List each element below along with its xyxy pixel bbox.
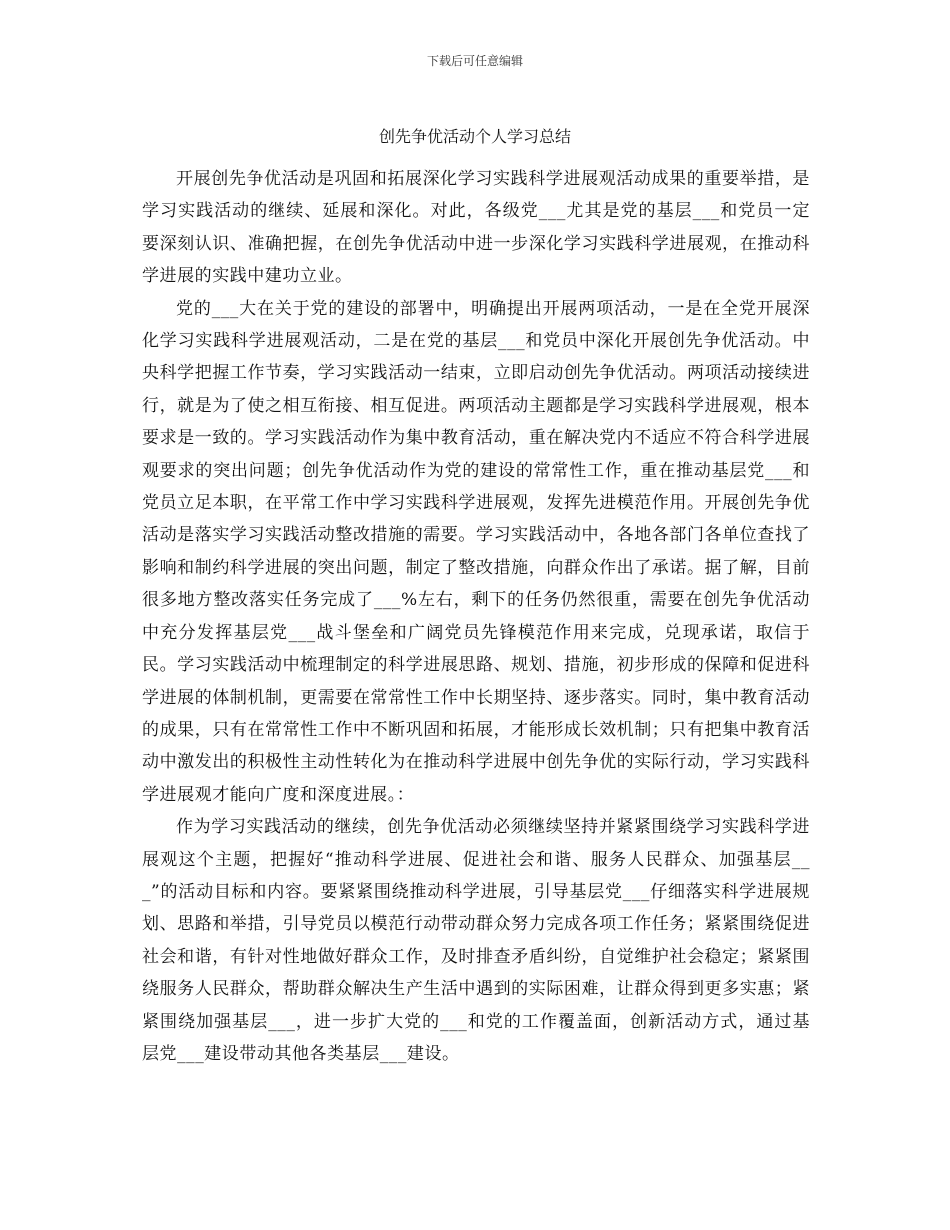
document-body <box>142 163 810 1070</box>
paragraph-1: 开展创先争优活动是巩固和拓展深化学习实践科学进展观活动成果的重要举措，是学习实践活动的继续、延展和深化。对此，各级党___尤其是党的基层___和党员一定要深刻认识、准确把握，在创先争优活动中进一步深化学习实践科学进展观，在推动科学进展的实践中建功立业。 <box>142 169 810 287</box>
paragraph-3: 作为学习实践活动的继续，创先争优活动必须继续坚持并紧紧围绕学习实践科学进展观这个主题，把握好“推动科学进展、促进社会和谐、服务人民群众、加强基层___”的活动目标和内容。要紧紧围绕推动科学进展，引导基层党___仔细落实科学进展规划、思路和举措，引导党员以模范行动带动群众努力完成各项工作任务；紧紧围绕促进社会和谐，有针对性地做好群众工作，及时排查矛盾纠纷，自觉维护社会稳定；紧紧围绕服务人民群众，帮助群众解决生产生活中遇到的实际困难，让群众得到更多实惠；紧紧围绕加强基层___，进一步扩大党的___和党的工作覆盖面，创新活动方式，通过基层党___建设带动其他各类基层___建设。 <box>142 817 810 1064</box>
paragraph-2: 党的___大在关于党的建设的部署中，明确提出开展两项活动，一是在全党开展深化学习实践科学进展观活动，二是在党的基层___和党员中深化开展创先争优活动。中央科学把握工作节奏，学习实践活动一结束，立即启动创先争优活动。两项活动接续进行，就是为了使之相互衔接、相互促进。两项活动主题都是学习实践科学进展观，根本要求是一致的。学习实践活动作为集中教育活动，重在解决党内不适应不符合科学进展观要求的突出问题；创先争优活动作为党的建设的常常性工作，重在推动基层党___和党员立足本职，在平常工作中学习实践科学进展观，发挥先进模范作用。开展创先争优活动是落实学习实践活动整改措施的需要。学习实践活动中，各地各部门各单位查找了影响和制约科学进展的突出问题，制定了整改措施，向群众作出了承诺。据了解，目前很多地方整改落实任务完成了___%左右，剩下的任务仍然很重，需要在创先争优活动中充分发挥基层党___战斗堡垒和广阔党员先锋模范作用来完成，兑现承诺，取信于民。学习实践活动中梳理制定的科学进展思路、规划、措施，初步形成的保障和促进科学进展的体制机制，更需要在常常性工作中长期坚持、逐步落实。同时，集中教育活动的成果，只有在常常性工作中不断巩固和拓展，才能形成长效机制；只有把集中教育活动中激发出的积极性主动性转化为在推动科学进展中创先争优的实际行动，学习实践科学进展观才能向广度和深度进展。： <box>142 298 810 805</box>
document-title: 创先争优活动个人学习总结 <box>378 127 571 146</box>
header-note: 下载后可任意编辑 <box>426 54 523 68</box>
